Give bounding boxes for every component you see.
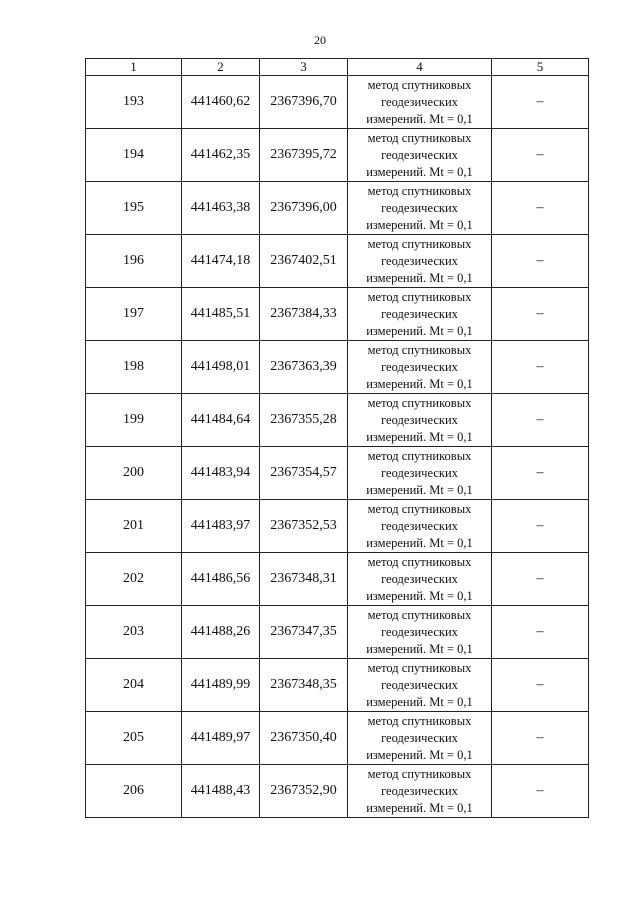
method-line: измерений. Mt = 0,1 <box>366 164 473 179</box>
x-coordinate-cell: 441483,94 <box>182 447 260 500</box>
y-coordinate-cell: 2367396,70 <box>260 76 348 129</box>
note-cell: – <box>492 712 589 765</box>
x-coordinate-cell: 441485,51 <box>182 288 260 341</box>
y-coordinate-cell: 2367348,31 <box>260 553 348 606</box>
table-row <box>86 394 589 447</box>
method-line: измерений. Mt = 0,1 <box>366 323 473 338</box>
method-line: геодезических <box>381 306 458 321</box>
table-row <box>86 500 589 553</box>
method-line: измерений. Mt = 0,1 <box>366 111 473 126</box>
method-line: геодезических <box>381 571 458 586</box>
note-cell: – <box>492 235 589 288</box>
table-row <box>86 182 589 235</box>
method-line: геодезических <box>381 94 458 109</box>
table-row <box>86 341 589 394</box>
method-line: метод спутниковых <box>367 289 472 304</box>
x-coordinate-cell: 441489,99 <box>182 659 260 712</box>
x-coordinate-cell: 441463,38 <box>182 182 260 235</box>
method-line: метод спутниковых <box>367 130 472 145</box>
note-cell: – <box>492 129 589 182</box>
method-line: метод спутниковых <box>367 554 472 569</box>
method-line: геодезических <box>381 783 458 798</box>
x-coordinate-cell: 441484,64 <box>182 394 260 447</box>
point-number-cell: 193 <box>86 76 182 129</box>
x-coordinate-cell: 441489,97 <box>182 712 260 765</box>
point-number-cell: 199 <box>86 394 182 447</box>
point-number-cell: 205 <box>86 712 182 765</box>
y-coordinate-cell: 2367347,35 <box>260 606 348 659</box>
method-cell <box>348 765 492 818</box>
note-cell: – <box>492 182 589 235</box>
column-header-1: 1 <box>86 59 182 76</box>
method-cell <box>348 447 492 500</box>
table-row <box>86 606 589 659</box>
note-cell: – <box>492 76 589 129</box>
method-cell <box>348 659 492 712</box>
x-coordinate-cell: 441498,01 <box>182 341 260 394</box>
note-cell: – <box>492 394 589 447</box>
method-line: измерений. Mt = 0,1 <box>366 429 473 444</box>
method-line: измерений. Mt = 0,1 <box>366 270 473 285</box>
y-coordinate-cell: 2367352,90 <box>260 765 348 818</box>
note-cell: – <box>492 606 589 659</box>
method-line: геодезических <box>381 200 458 215</box>
table-row <box>86 76 589 129</box>
table-row <box>86 712 589 765</box>
method-line: измерений. Mt = 0,1 <box>366 217 473 232</box>
note-cell: – <box>492 447 589 500</box>
page-number: 20 <box>314 33 326 47</box>
table-row <box>86 765 589 818</box>
table-row <box>86 659 589 712</box>
method-cell <box>348 129 492 182</box>
table-row <box>86 288 589 341</box>
method-line: геодезических <box>381 253 458 268</box>
method-line: метод спутниковых <box>367 448 472 463</box>
method-cell <box>348 712 492 765</box>
method-line: геодезических <box>381 624 458 639</box>
method-line: измерений. Mt = 0,1 <box>366 482 473 497</box>
method-line: геодезических <box>381 147 458 162</box>
method-line: геодезических <box>381 730 458 745</box>
x-coordinate-cell: 441483,97 <box>182 500 260 553</box>
method-line: измерений. Mt = 0,1 <box>366 535 473 550</box>
method-line: геодезических <box>381 677 458 692</box>
y-coordinate-cell: 2367350,40 <box>260 712 348 765</box>
table-row <box>86 447 589 500</box>
point-number-cell: 201 <box>86 500 182 553</box>
method-line: метод спутниковых <box>367 183 472 198</box>
table-row <box>86 553 589 606</box>
column-header-3: 3 <box>260 59 348 76</box>
method-cell <box>348 553 492 606</box>
method-line: метод спутниковых <box>367 236 472 251</box>
point-number-cell: 203 <box>86 606 182 659</box>
method-line: геодезических <box>381 465 458 480</box>
table-body <box>86 76 589 818</box>
point-number-cell: 195 <box>86 182 182 235</box>
method-cell <box>348 341 492 394</box>
point-number-cell: 204 <box>86 659 182 712</box>
point-number-cell: 197 <box>86 288 182 341</box>
method-line: измерений. Mt = 0,1 <box>366 800 473 815</box>
method-line: метод спутниковых <box>367 766 472 781</box>
x-coordinate-cell: 441462,35 <box>182 129 260 182</box>
column-header-4: 4 <box>348 59 492 76</box>
column-header-5: 5 <box>492 59 589 76</box>
point-number-cell: 200 <box>86 447 182 500</box>
method-cell <box>348 76 492 129</box>
y-coordinate-cell: 2367395,72 <box>260 129 348 182</box>
point-number-cell: 206 <box>86 765 182 818</box>
note-cell: – <box>492 288 589 341</box>
method-line: метод спутниковых <box>367 501 472 516</box>
x-coordinate-cell: 441488,43 <box>182 765 260 818</box>
y-coordinate-cell: 2367396,00 <box>260 182 348 235</box>
method-line: метод спутниковых <box>367 395 472 410</box>
x-coordinate-cell: 441474,18 <box>182 235 260 288</box>
point-number-cell: 202 <box>86 553 182 606</box>
method-cell <box>348 394 492 447</box>
method-cell <box>348 606 492 659</box>
method-line: измерений. Mt = 0,1 <box>366 641 473 656</box>
y-coordinate-cell: 2367384,33 <box>260 288 348 341</box>
note-cell: – <box>492 553 589 606</box>
y-coordinate-cell: 2367363,39 <box>260 341 348 394</box>
method-line: измерений. Mt = 0,1 <box>366 588 473 603</box>
note-cell: – <box>492 765 589 818</box>
table-row <box>86 235 589 288</box>
note-cell: – <box>492 500 589 553</box>
y-coordinate-cell: 2367354,57 <box>260 447 348 500</box>
note-cell: – <box>492 341 589 394</box>
method-line: геодезических <box>381 518 458 533</box>
x-coordinate-cell: 441488,26 <box>182 606 260 659</box>
x-coordinate-cell: 441486,56 <box>182 553 260 606</box>
table-row <box>86 129 589 182</box>
point-number-cell: 198 <box>86 341 182 394</box>
y-coordinate-cell: 2367402,51 <box>260 235 348 288</box>
method-cell <box>348 182 492 235</box>
table-header-row <box>86 59 589 76</box>
method-line: метод спутниковых <box>367 342 472 357</box>
note-cell: – <box>492 659 589 712</box>
method-line: геодезических <box>381 412 458 427</box>
method-line: измерений. Mt = 0,1 <box>366 694 473 709</box>
method-line: метод спутниковых <box>367 713 472 728</box>
point-number-cell: 196 <box>86 235 182 288</box>
x-coordinate-cell: 441460,62 <box>182 76 260 129</box>
point-number-cell: 194 <box>86 129 182 182</box>
method-line: геодезических <box>381 359 458 374</box>
y-coordinate-cell: 2367348,35 <box>260 659 348 712</box>
method-cell <box>348 500 492 553</box>
method-line: метод спутниковых <box>367 660 472 675</box>
method-cell <box>348 235 492 288</box>
coordinates-table <box>85 58 589 818</box>
method-line: измерений. Mt = 0,1 <box>366 376 473 391</box>
y-coordinate-cell: 2367352,53 <box>260 500 348 553</box>
column-header-2: 2 <box>182 59 260 76</box>
method-line: метод спутниковых <box>367 77 472 92</box>
y-coordinate-cell: 2367355,28 <box>260 394 348 447</box>
method-line: измерений. Mt = 0,1 <box>366 747 473 762</box>
method-line: метод спутниковых <box>367 607 472 622</box>
method-cell <box>348 288 492 341</box>
